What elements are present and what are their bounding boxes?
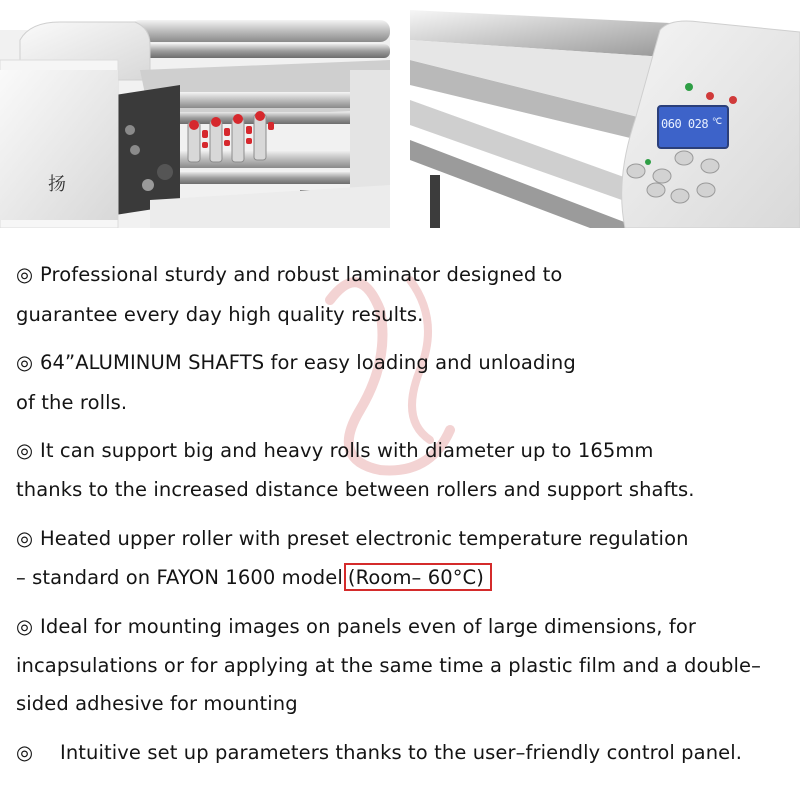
control-panel-photo bbox=[410, 0, 800, 228]
bullet-icon: ◎ bbox=[16, 741, 34, 764]
feature-item bbox=[16, 565, 492, 591]
feature-item bbox=[16, 438, 654, 464]
lcd-readout: 060 028 bbox=[661, 117, 709, 131]
feature-item bbox=[16, 262, 562, 288]
laminator-badge-text: 扬 bbox=[48, 174, 66, 195]
bullet-icon: ◎ bbox=[16, 263, 34, 286]
feature-text-line: It can support big and heavy rolls with diameter up to 165mm bbox=[40, 439, 654, 462]
feature-item bbox=[16, 740, 742, 766]
feature-text-line: thanks to the increased distance between rollers and support shafts. bbox=[16, 478, 695, 501]
bullet-icon: ◎ bbox=[16, 527, 34, 550]
temperature-range-highlight: (Room– 60°C) bbox=[344, 563, 492, 591]
bullet-icon: ◎ bbox=[16, 615, 34, 638]
feature-text-line: Intuitive set up parameters thanks to the user–friendly control panel. bbox=[60, 741, 743, 764]
feature-text-line: Professional sturdy and robust laminator designed to bbox=[40, 263, 563, 286]
feature-item bbox=[16, 350, 576, 376]
feature-text-line: Heated upper roller with preset electronic temperature regulation bbox=[40, 527, 689, 550]
feature-text-line: guarantee every day high quality results. bbox=[16, 303, 424, 326]
feature-text-line: – standard on FAYON 1600 model bbox=[16, 566, 343, 589]
lcd-unit: ℃ bbox=[712, 117, 723, 127]
laminator-rollers-photo bbox=[0, 0, 390, 228]
feature-text-line: 64”ALUMINUM SHAFTS for easy loading and unloading bbox=[40, 351, 576, 374]
feature-text-line: incapsulations or for applying at the same time a plastic film and a double– bbox=[16, 654, 761, 677]
bullet-icon: ◎ bbox=[16, 351, 34, 374]
feature-text-line: sided adhesive for mounting bbox=[16, 692, 298, 715]
feature-item bbox=[16, 614, 696, 640]
feature-item bbox=[16, 526, 689, 552]
feature-text-line: Ideal for mounting images on panels even of large dimensions, for bbox=[40, 615, 696, 638]
bullet-icon: ◎ bbox=[16, 439, 34, 462]
feature-text-line: of the rolls. bbox=[16, 391, 128, 414]
